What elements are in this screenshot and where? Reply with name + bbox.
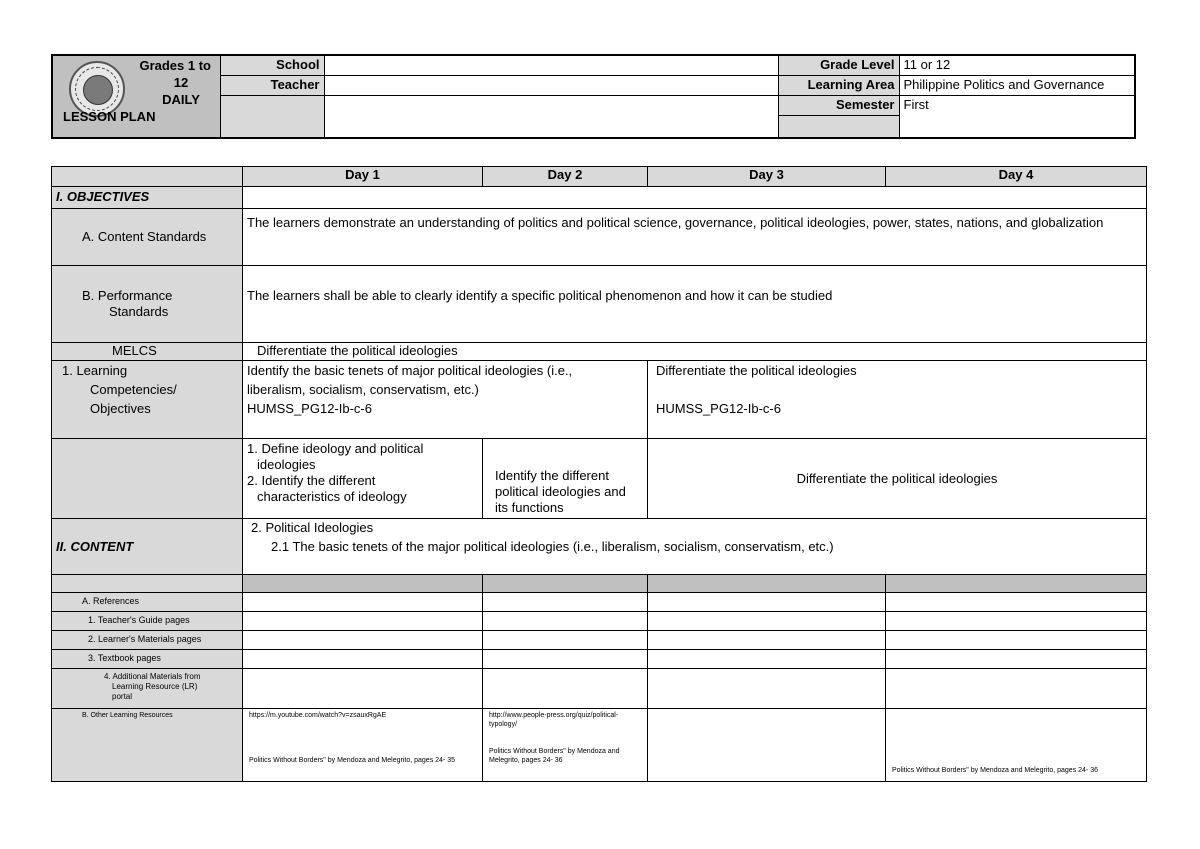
blank-semester-label: [778, 115, 899, 138]
additional-materials-label: 4. Additional Materials from Learning Resource (LR) portal: [52, 669, 243, 709]
day-2-resources: http://www.people-press.org/quiz/political- typology/ Politics Without Borders" by Mendoza and Melegrito, pages 24- 36: [483, 709, 648, 782]
competency-days-1-2: Identify the basic tenets of major political ideologies (i.e., liberalism, socialism, conservatism, etc.) HUMSS_PG12-Ib-c-6: [243, 361, 648, 439]
semester-label: Semester: [778, 95, 899, 115]
teachers-guide-label: 1. Teacher's Guide pages: [52, 612, 243, 631]
melcs-text: Differentiate the political ideologies: [243, 343, 1147, 361]
school-field[interactable]: [324, 55, 778, 75]
teacher-label: Teacher: [220, 75, 324, 95]
competencies-label: 1. Learning Competencies/ Objectives: [52, 361, 243, 439]
grade-level-field[interactable]: 11 or 12: [899, 55, 1135, 75]
day-3-4-objectives: Differentiate the political ideologies: [648, 439, 1147, 519]
content-heading: II. CONTENT: [52, 519, 243, 575]
learning-area-label: Learning Area: [778, 75, 899, 95]
blank-field: [324, 95, 778, 138]
learning-area-field[interactable]: Philippine Politics and Governance: [899, 75, 1135, 95]
day-3-header: Day 3: [648, 167, 886, 187]
performance-standards-text: The learners shall be able to clearly identify a specific political phenomenon and how it can be studied: [243, 266, 1147, 343]
resources-band-4: [886, 575, 1147, 593]
grade-level-label: Grade Level: [778, 55, 899, 75]
daily-objectives-label: [52, 439, 243, 519]
title-block: [52, 55, 220, 138]
teacher-field[interactable]: [324, 75, 778, 95]
day-1-objectives: 1. Define ideology and political ideologies 2. Identify the different characteristics of ideology: [243, 439, 483, 519]
semester-field[interactable]: First: [899, 95, 1135, 138]
resources-band-3: [648, 575, 886, 593]
header-table: [51, 54, 1136, 139]
content-text: 2. Political Ideologies 2.1 The basic tenets of the major political ideologies (i.e., liberalism, socialism, conservatism, etc.): [243, 519, 1147, 575]
school-label: School: [220, 55, 324, 75]
content-standards-text: The learners demonstrate an understanding of politics and political science, governance, political ideologies, power, states, nations, and globalization: [243, 209, 1147, 266]
day-1-link[interactable]: https://m.youtube.com/watch?v=zsauxRgAE: [249, 712, 387, 719]
day-4-resources: Politics Without Borders" by Mendoza and Melegrito, pages 24- 36: [886, 709, 1147, 782]
corner-cell: [52, 167, 243, 187]
other-resources-label: B. Other Learning Resources: [52, 709, 243, 782]
day-2-link-2[interactable]: typology/: [489, 721, 518, 728]
day-1-header: Day 1: [243, 167, 483, 187]
resources-band-1: [243, 575, 483, 593]
objectives-blank: [243, 187, 1147, 209]
competency-days-3-4: Differentiate the political ideologies HUMSS_PG12-Ib-c-6: [648, 361, 1147, 439]
blank-label-cell: [220, 95, 324, 138]
lesson-plan-table: [51, 166, 1147, 782]
resources-heading: [52, 575, 243, 593]
references-label: A. References: [52, 593, 243, 612]
day-2-header: Day 2: [483, 167, 648, 187]
day-3-resources: [648, 709, 886, 782]
objectives-heading: I. OBJECTIVES: [52, 187, 243, 209]
lesson-plan-title: Grades 1 to 12 DAILY LESSON PLAN: [63, 58, 211, 124]
day-2-link-1[interactable]: http://www.people-press.org/quiz/political-: [489, 712, 619, 719]
content-standards-label: A. Content Standards: [52, 209, 243, 266]
melcs-label: MELCS: [52, 343, 243, 361]
day-4-header: Day 4: [886, 167, 1147, 187]
textbook-label: 3. Textbook pages: [52, 650, 243, 669]
day-1-resources: https://m.youtube.com/watch?v=zsauxRgAE Politics Without Borders" by Mendoza and Melegrito, pages 24- 35: [243, 709, 483, 782]
day-2-objectives: Identify the different political ideologies and its functions: [483, 439, 648, 519]
learners-materials-label: 2. Learner's Materials pages: [52, 631, 243, 650]
performance-standards-label: B. Performance Standards: [52, 266, 243, 343]
resources-band-2: [483, 575, 648, 593]
